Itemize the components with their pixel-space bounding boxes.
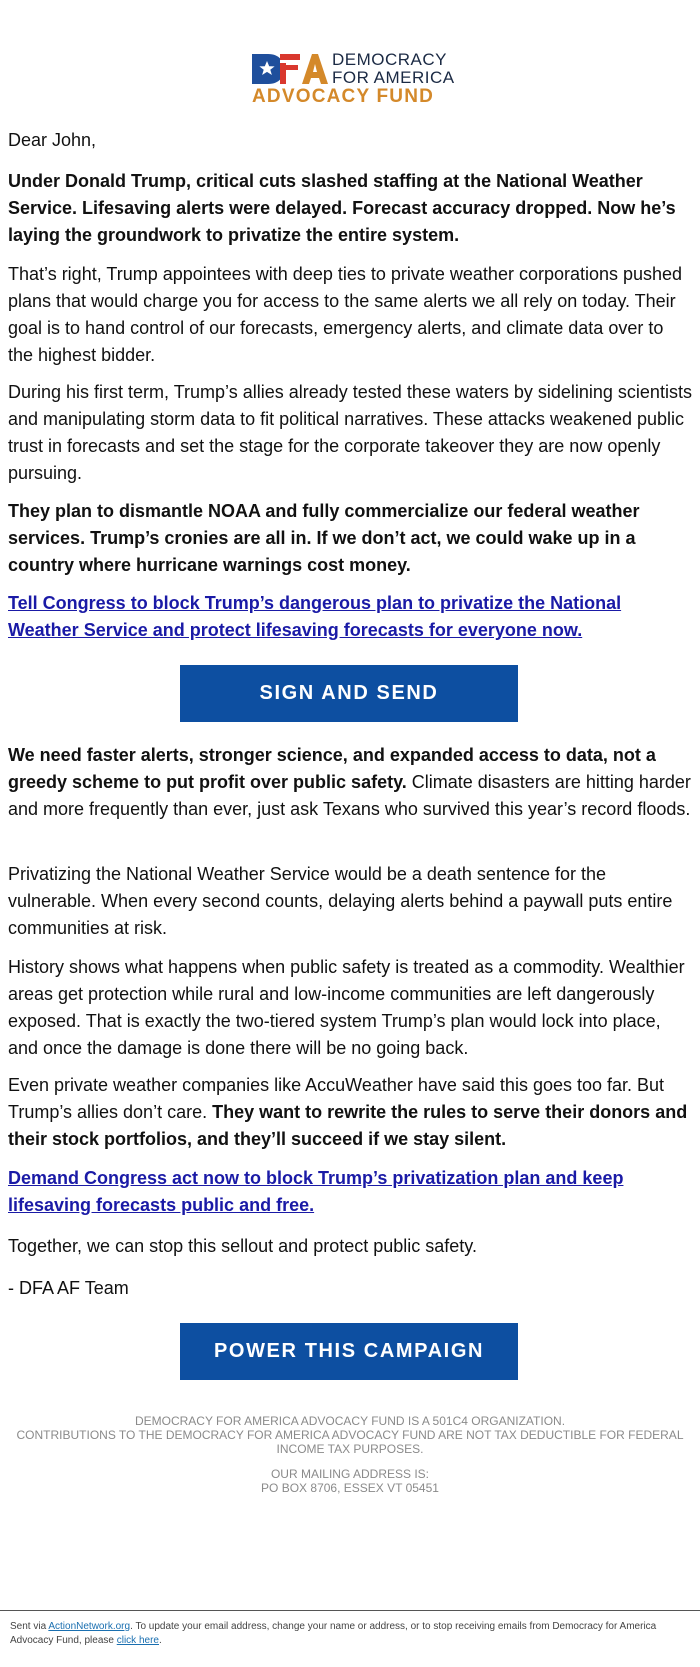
paragraph-accuweather-bold: They want to rewrite the rules to serve their donors and their stock portfolios, and they’ll succeed if we stay silent. [8, 1102, 688, 1149]
paragraph-history: History shows what happens when public safety is treated as a commodity. Wealthier areas get protection while rural and low-income communities are left dangerously exposed. That is exactly the two-tiered system Trump’s plan would lock into place, and once the damage is done there will be no going back. [8, 957, 685, 1058]
cta-link-paragraph-2 [8, 1165, 692, 1219]
paragraph-faster-alerts [8, 742, 692, 823]
paragraph-together: Together, we can stop this sellout and protect public safety. [8, 1236, 477, 1256]
greeting: Dear John, [8, 130, 97, 150]
footer-org-line: DEMOCRACY FOR AMERICA ADVOCACY FUND IS A 501C4 ORGANIZATION. [134, 1414, 566, 1428]
click-here-link[interactable]: click here [116, 1635, 159, 1646]
paragraph-death-sentence: Privatizing the National Weather Service would be a death sentence for the vulnerable. When every second counts, delaying alerts behind a paywall puts entire communities at risk. [8, 864, 673, 938]
paragraph-dismantle-noaa: They plan to dismantle NOAA and fully commercialize our federal weather services. Trump’s cronies are all in. If we don’t act, we could wake up in a country where hurricane warnings cost money. [8, 501, 640, 575]
logo-text-democracy: DEMOCRACY [332, 50, 448, 69]
footer-tax-line: CONTRIBUTIONS TO THE DEMOCRACY FOR AMERICA ADVOCACY FUND ARE NOT TAX DEDUCTIBLE FOR FEDERAL INCOME TAX PURPOSES. [16, 1428, 684, 1456]
sent-via-middle: . To update your email address, change your name or address, or to stop receiving emails from Democracy for America Advocacy Fund, please [10, 1621, 657, 1646]
cta-link-paragraph [8, 590, 692, 644]
dfa-logo-mark-icon [252, 52, 328, 86]
footer-divider [0, 1610, 700, 1611]
power-this-campaign-button[interactable]: POWER THIS CAMPAIGN [180, 1323, 518, 1380]
intro-paragraph: Under Donald Trump, critical cuts slashed staffing at the National Weather Service. Lifesaving alerts were delayed. Forecast accuracy dropped. Now he’s laying the groundwork to privatize the entire system. [8, 171, 676, 245]
paragraph-accuweather-start: Even private weather companies like AccuWeather have said this goes too far. But Trump’s allies don’t care. [8, 1075, 665, 1122]
paragraph-appointees: That’s right, Trump appointees with deep ties to private weather corporations pushed plans that would charge you for access to the same alerts we all rely on today. Their goal is to hand control of our forecasts, emergency alerts, and climate data over to the highest bidder. [8, 264, 683, 365]
sent-via-prefix: Sent via [10, 1621, 49, 1632]
tell-congress-link[interactable]: Tell Congress to block Trump’s dangerous plan to privatize the National Weather Service and protect lifesaving forecasts for everyone now. [8, 593, 622, 640]
dfa-logo [252, 48, 455, 107]
signoff: - DFA AF Team [8, 1278, 129, 1298]
logo-text-advocacy-fund: ADVOCACY FUND [252, 86, 435, 107]
paragraph-faster-alerts-bold: We need faster alerts, stronger science, and expanded access to data, not a greedy scheme to put profit over public safety. [8, 745, 656, 792]
logo-text-for-america: FOR AMERICA [332, 68, 455, 87]
footer-mailing-address: PO BOX 8706, ESSEX VT 05451 [261, 1481, 439, 1495]
sent-via-notice [10, 1620, 690, 1648]
paragraph-faster-alerts-rest: Climate disasters are hitting harder and more frequently than ever, just ask Texans who survived this year’s record floods. [8, 772, 691, 819]
paragraph-accuweather [8, 1072, 692, 1153]
demand-congress-link[interactable]: Demand Congress act now to block Trump’s privatization plan and keep lifesaving forecasts public and free. [8, 1168, 624, 1215]
actionnetwork-link[interactable]: ActionNetwork.org [48, 1621, 131, 1632]
paragraph-first-term: During his first term, Trump’s allies already tested these waters by sidelining scientists and manipulating storm data to fit political narratives. These attacks weakened public trust in forecasts and set the stage for the corporate takeover they are now openly pursuing. [8, 382, 692, 483]
sign-and-send-button[interactable]: SIGN AND SEND [180, 665, 518, 722]
footer-mailing-label: OUR MAILING ADDRESS IS: [270, 1467, 430, 1481]
sent-via-end: . [158, 1635, 162, 1646]
